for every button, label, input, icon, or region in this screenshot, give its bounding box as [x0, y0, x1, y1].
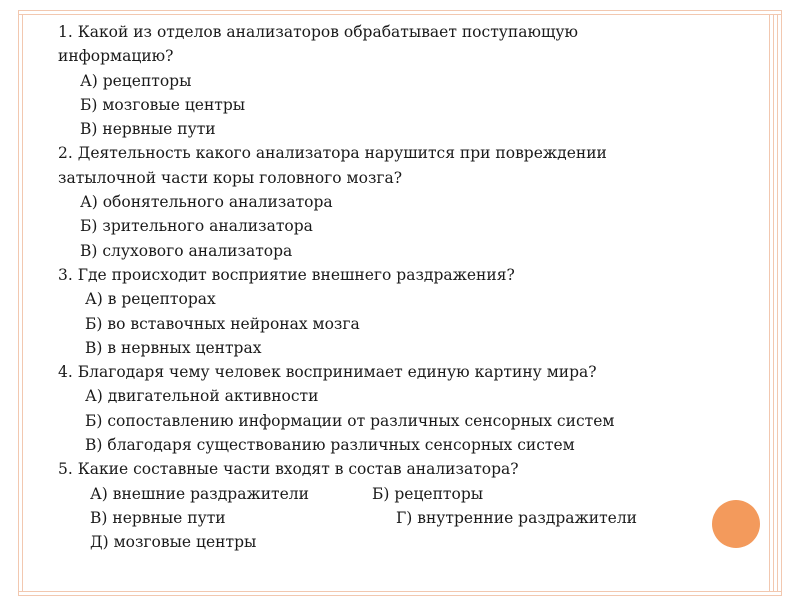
- question-2-line-1: 2. Деятельность какого анализатора нарушится при повреждении: [58, 144, 607, 163]
- frame-line-right-3: [773, 14, 774, 592]
- question-2-line-2: затылочной части коры головного мозга?: [58, 168, 403, 187]
- question-2-option-b: Б) зрительного анализатора: [80, 217, 313, 236]
- question-1-line-1: 1. Какой из отделов анализаторов обрабатывает поступающую: [58, 23, 578, 41]
- frame-line-bottom: [18, 591, 782, 592]
- question-5-row-2: [58, 506, 708, 530]
- quiz-content: [58, 20, 708, 555]
- question-4-text: 4. Благодаря чему человек воспринимает единую картину мира?: [58, 363, 597, 382]
- question-1-line-2: информацию?: [58, 47, 174, 66]
- question-2-option-a: А) обонятельного анализатора: [80, 193, 333, 212]
- question-1-option-a: А) рецепторы: [80, 71, 192, 90]
- question-3-option-b: Б) во вставочных нейронах мозга: [85, 314, 360, 333]
- frame-line-right-4: [769, 14, 770, 592]
- question-1-option-b: Б) мозговые центры: [80, 95, 246, 114]
- frame-line-top: [18, 10, 782, 11]
- question-5-option-d: Г) внутренние раздражители: [396, 508, 638, 527]
- question-5-text: 5. Какие составные части входят в состав анализатора?: [58, 460, 519, 479]
- question-3-text: 3. Где происходит восприятие внешнего раздражения?: [58, 265, 515, 284]
- question-5-option-b: Б) рецепторы: [372, 484, 484, 503]
- question-3-option-c: В) в нервных центрах: [85, 338, 262, 357]
- frame-line-right-2: [777, 14, 778, 592]
- question-4-option-a: А) двигательной активности: [85, 387, 319, 406]
- frame-line-left: [18, 10, 19, 596]
- frame-line-bottom-outer: [18, 595, 782, 596]
- question-5-row-1: [58, 482, 708, 506]
- question-3-option-a: А) в рецепторах: [85, 290, 216, 309]
- frame-line-top-inner: [18, 14, 782, 15]
- frame-line-right: [781, 10, 782, 596]
- accent-dot: [712, 500, 760, 548]
- question-5-option-c: В) нервные пути: [90, 508, 226, 527]
- question-5-option-e: Д) мозговые центры: [90, 533, 257, 552]
- question-1-option-c: В) нервные пути: [80, 120, 216, 139]
- question-5-option-a: А) внешние раздражители: [90, 484, 309, 503]
- frame-line-left-inner: [22, 14, 23, 592]
- question-2-option-c: В) слухового анализатора: [80, 241, 293, 260]
- question-4-option-c: В) благодаря существованию различных сенсорных систем: [85, 436, 575, 455]
- question-4-option-b: Б) сопоставлению информации от различных сенсорных систем: [85, 411, 615, 430]
